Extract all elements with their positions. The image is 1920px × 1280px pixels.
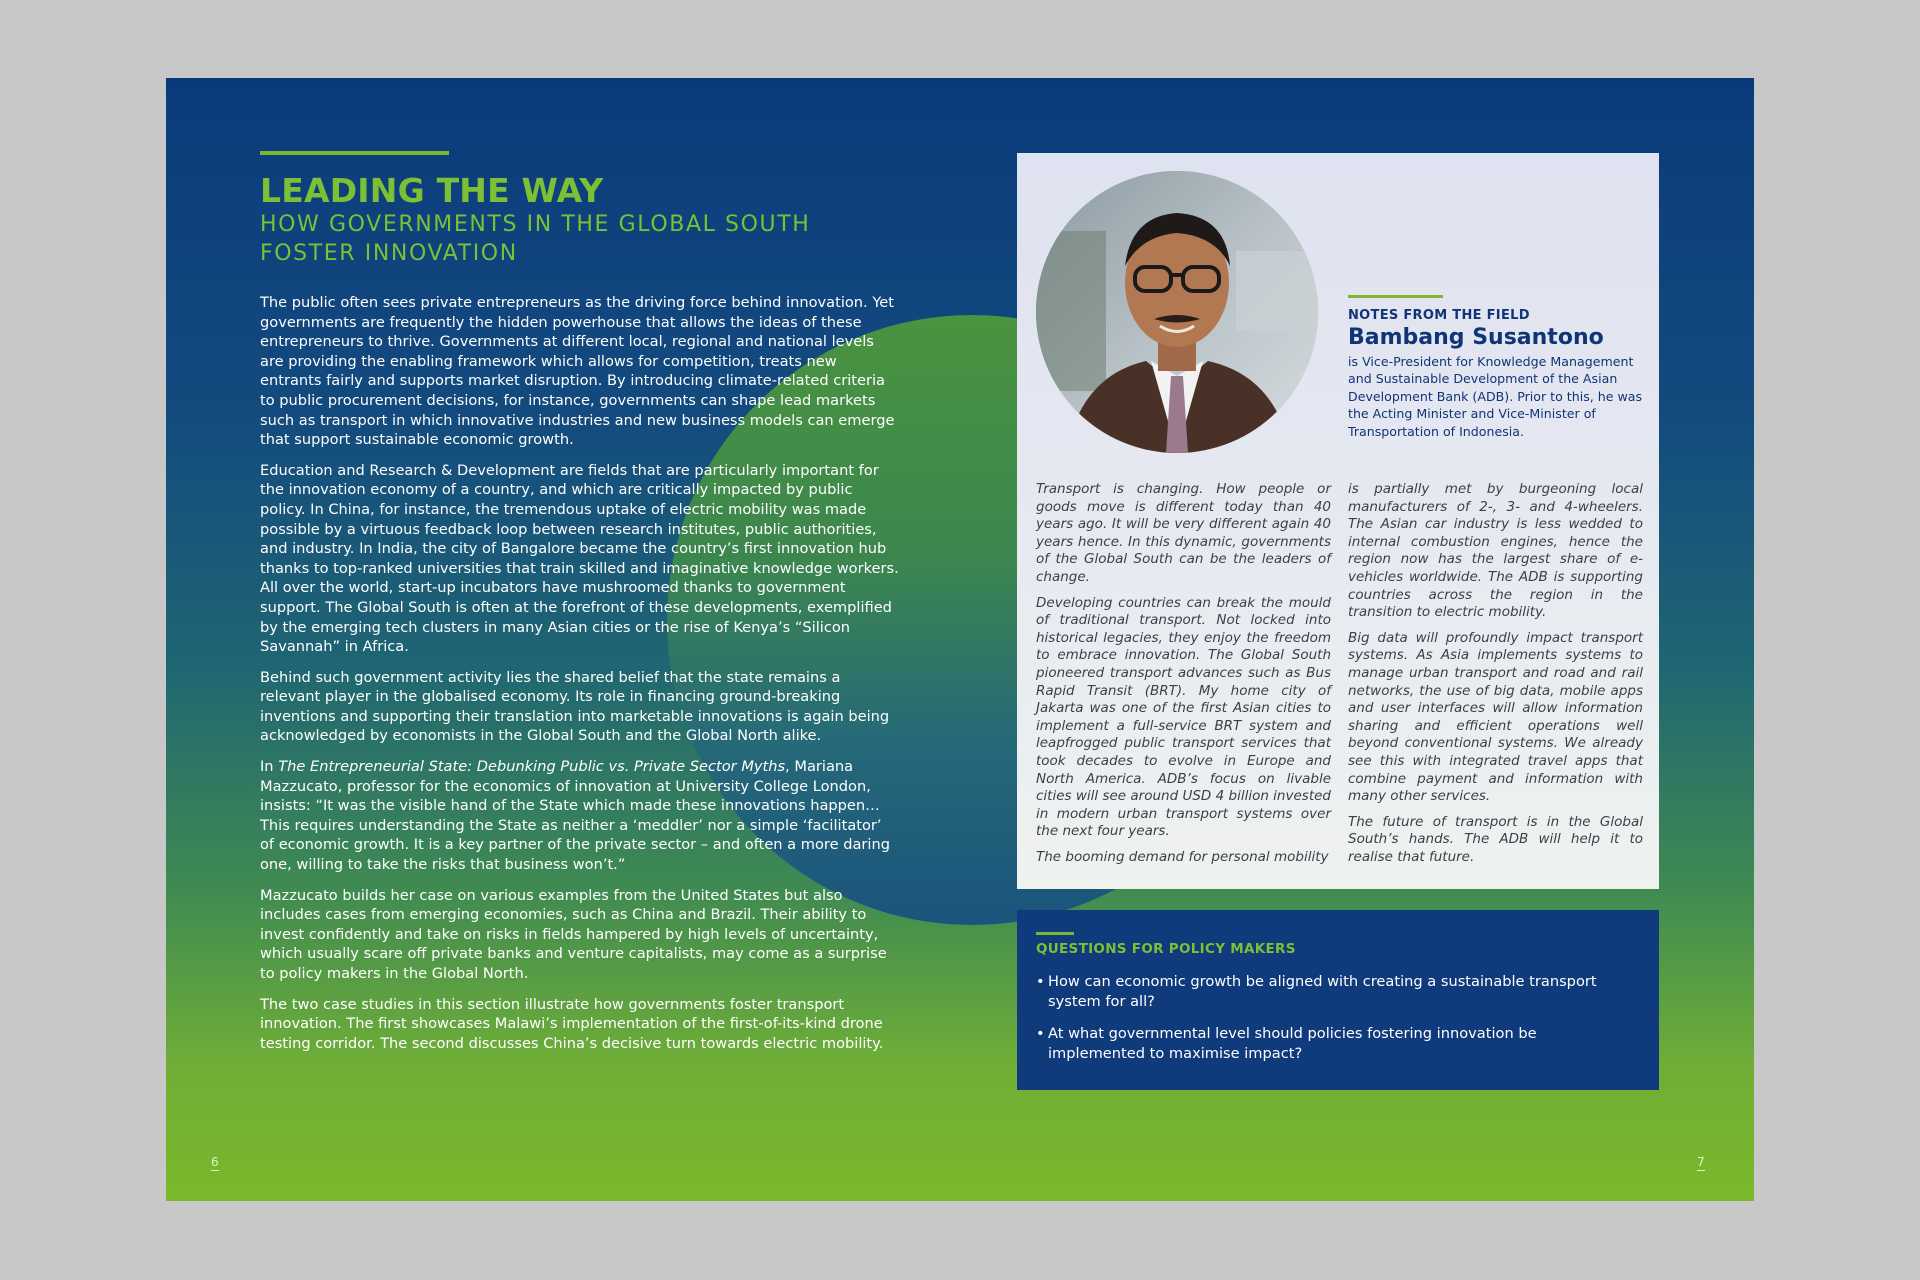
paragraph-prefix: In [260,758,279,776]
notes-paragraph: Transport is changing. How people or goods move is different today than 40 years ago. It will be very different again 40 years hence. In this dynamic, governments of the Global South can be the leaders of change. [1036,481,1331,585]
body-paragraph: Mazzucato builds her case on various examples from the United States but also includes cases from emerging economies, such as China and Brazil. Their ability to invest confidently and take on risks in fields hampered by high levels of uncertainty, which usually scare off private banks and venture capitalists, may come as a surprise to policy makers in the Global North. [260,886,887,982]
notes-header [1348,295,1648,440]
notes-card [1017,153,1659,889]
questions-accent-line [1036,932,1074,935]
page-subtitle [260,210,810,268]
notes-accent-line [1348,295,1443,298]
question-item [1036,972,1636,1011]
bullet-icon: • [1036,973,1045,990]
paragraph-rest: , Mariana Mazzucato, professor for the economics of innovation at University College London, insists: “It was the visible hand of the State which made these innovations happen…This requires understanding the State as neither a ‘meddler’ nor a simple ‘facilitator’ of economic growth. It is a key partner of the private sector – and often a more daring one, willing to take the risks that business won’t.” [260,758,890,874]
section-title [260,172,810,268]
question-item [1036,1024,1636,1063]
notes-column-1 [1036,481,1331,874]
notes-paragraph: The future of transport is in the Global South’s hands. The ADB will help it to realise that future. [1348,813,1643,865]
notes-paragraph: is partially met by burgeoning local manufacturers of 2-, 3- and 4-wheelers. The Asian car industry is less wedded to internal combustion engines, hence the region now has the largest share of e-vehicles worldwide. The ADB is supporting countries across the region in the transition to electric mobility. [1348,481,1643,621]
page-number-left: 6 [211,1155,219,1169]
book-title: The Entrepreneurial State: Debunking Public vs. Private Sector Myths [278,758,786,776]
body-paragraph: Behind such government activity lies the shared belief that the state remains a relevant player in the globalised economy. Its role in financing ground-breaking inventions and supporting their translation into marketable innovations is again being acknowledged by economists in the Global South and the Global North alike. [260,668,890,745]
body-paragraph: Education and Research & Development are fields that are particularly important for the innovation economy of a country, and which are critically impacted by public policy. In China, for instance, the tremendous uptake of electric mobility was made possible by a virtuous feedback loop between research institutes, public authorities, and industry. In India, the city of Bangalore became the country’s first innovation hub thanks to top-ranked universities that train skilled and imaginative knowledge workers. All over the world, start-up incubators have mushroomed thanks to government support. The Global South is often at the forefront of these developments, exemplified by the emerging tech clusters in many Asian cities or the rise of Kenya’s “Silicon Savannah” in Africa. [260,461,899,656]
bullet-icon: • [1036,1025,1045,1042]
body-paragraph: The two case studies in this section illustrate how governments foster transport innovation. The first showcases Malawi’s implementation of the first-of-its-kind drone testing corridor. The second discusses China’s decisive turn towards electric mobility. [260,995,884,1052]
notes-author-name: Bambang Susantono [1348,325,1604,350]
subtitle-line-2: FOSTER INNOVATION [260,241,518,266]
questions-title: QUESTIONS FOR POLICY MAKERS [1036,941,1296,957]
subtitle-line-1: HOW GOVERNMENTS IN THE GLOBAL SOUTH [260,212,811,237]
notes-label: NOTES FROM THE FIELD [1348,308,1530,323]
question-text: At what governmental level should policies fostering innovation be implemented to maximise impact? [1048,1025,1537,1062]
brochure-spread [166,78,1754,1201]
page-number-right: 7 [1697,1155,1705,1169]
notes-column-2 [1348,481,1643,874]
questions-box [1017,910,1659,1090]
body-text [260,293,900,1064]
notes-paragraph: Developing countries can break the mould of traditional transport. Not locked into historical legacies, they enjoy the freedom to embrace innovation. The Global South pioneered transport advances such as Bus Rapid Transit (BRT). My home city of Jakarta was one of the first Asian cities to implement a full-service BRT system and leapfrogged public transport services that took decades to evolve in Europe and North America. ADB’s focus on livable cities will see around USD 4 billion invested in modern urban transport systems over the next four years. [1036,594,1331,840]
notes-author-bio: is Vice-President for Knowledge Management and Sustainable Development of the Asian Development Bank (ADB). Prior to this, he was the Acting Minister and Vice-Minister of Transportation of Indonesia. [1348,354,1643,439]
questions-list [1036,972,1636,1076]
question-text: How can economic growth be aligned with creating a sustainable transport system for all? [1048,973,1597,1010]
body-paragraph [260,757,900,875]
portrait-illustration [1036,171,1318,453]
title-accent-line [260,151,449,155]
portrait-photo [1036,171,1318,453]
notes-paragraph: Big data will profoundly impact transport systems. As Asia implements systems to manage urban transport and road and rail networks, the use of big data, mobile apps and user interfaces will allow information sharing and efficient operations well beyond conventional systems. We already see this with integrated travel apps that combine payment and information with many other services. [1348,629,1643,805]
notes-paragraph: The booming demand for personal mobility [1036,848,1329,865]
body-paragraph: The public often sees private entrepreneurs as the driving force behind innovation. Yet governments are frequently the hidden powerhouse that allows the ideas of these entrepreneurs to thrive. Governments at different local, regional and national levels are providing the enabling framework which allows for competition, treats new entrants fairly and supports market disruption. By introducing climate-related criteria to public procurement decisions, for instance, governments can shape lead markets such as transport in which innovative industries and new business models can emerge that support sustainable economic growth. [260,294,895,449]
page-title: LEADING THE WAY [260,171,604,210]
